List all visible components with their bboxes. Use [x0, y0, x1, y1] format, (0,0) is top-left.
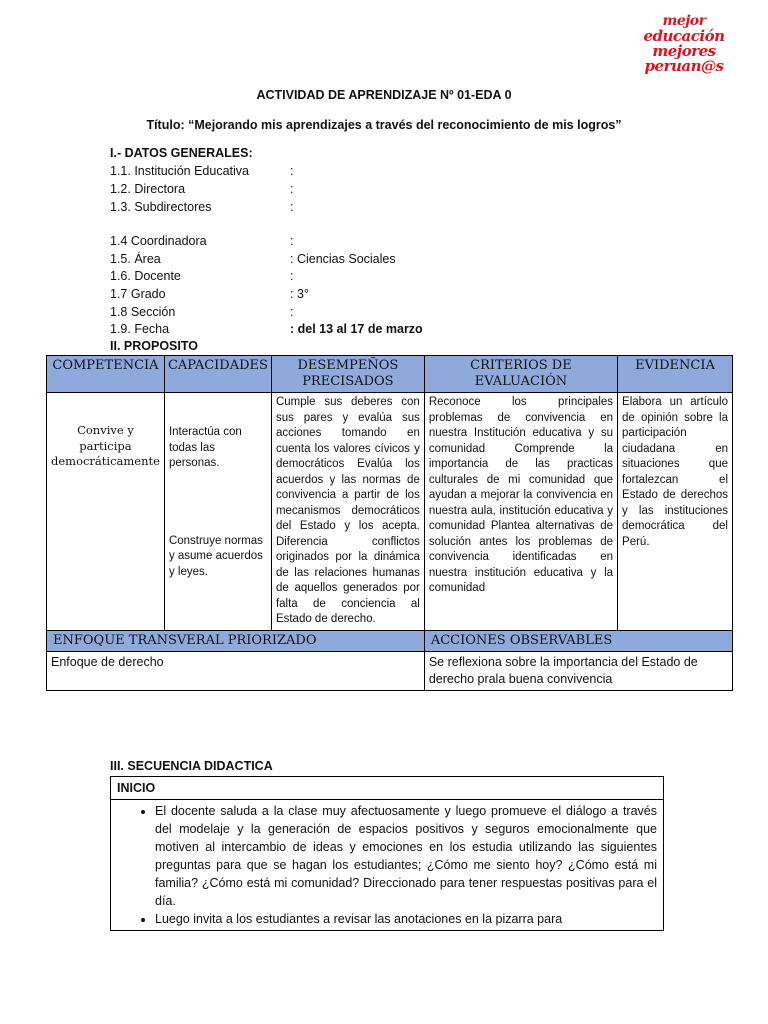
col-header-competencia: COMPETENCIA	[47, 356, 165, 393]
document-title: ACTIVIDAD DE APRENDIZAJE Nº 01-EDA 0	[256, 88, 512, 102]
sequence-table	[110, 776, 664, 931]
desempenos-cell: Cumple sus deberes con sus pares y evalúa sus acciones tomando en cuenta los valores cívicos y democráticos Evalúa los acuerdos y las normas de convivencia a partir de los mecanismos democráticos del Estado y los acepta. Diferencia conflictos originados por la dinámica de las relaciones humanas de aquellos generados por falta de conciencia al Estado de derecho.	[271, 393, 424, 631]
sequence-heading: III. SECUENCIA DIDACTICA	[110, 759, 273, 773]
inicio-content	[111, 800, 664, 931]
criterios-cell: Reconoce los principales problemas de convivencia en nuestra Institución educativa y su comunidad Comprende la importancia de las practicas culturales de mi comunidad que ayudan a mejorar la convivencia en nuestra aula, institución educativa y comunidad Plantea alternativas de solución antes los problemas de convivencia identificadas en nuestra institución educativa y la comunidad	[424, 393, 617, 631]
col-header-desempenos: DESEMPEÑOS PRECISADOS	[271, 356, 424, 393]
enfoque-header: ENFOQUE TRANSVERAL PRIORIZADO	[47, 630, 425, 651]
inicio-header: INICIO	[111, 777, 664, 800]
list-item: • El docente saluda a la clase muy afectuosamente y luego promueve el diálogo a través del modelaje y la generación de espacios positivos y seguros emocionalmente que motiven al intercambio de ideas y emociones en los estudia utilizando las siguientes preguntas para que se hagan los estudiantes; ¿Cómo me siento hoy? ¿Cómo está mi familia? ¿Cómo está mi comunidad? Direccionado para tener respuestas positivas para el día.	[155, 802, 657, 910]
acciones-header: ACCIONES OBSERVABLES	[424, 630, 732, 651]
capacidad-1: Interactúa con todas las personas.	[168, 426, 242, 469]
purpose-table	[46, 355, 733, 691]
list-item: • Luego invita a los estudiantes a revisar las anotaciones en la pizarra para	[155, 910, 657, 928]
capacidad-2: Construye normas y asume acuerdos y leyes.	[168, 534, 263, 578]
col-header-criterios: CRITERIOS DE EVALUACIÓN	[424, 356, 617, 393]
evidencia-cell: Elabora un artículo de opinión sobre la participación ciudadana en situaciones que fortalezcan el Estado de derechos y las instituciones democrática del Perú.	[618, 393, 733, 631]
mejor-educacion-logo: mejor educación mejores peruan@s	[643, 13, 725, 75]
enfoque-value: Enfoque de derecho	[47, 651, 425, 690]
document-subtitle: Título: “Mejorando mis aprendizajes a través del reconocimiento de mis logros”	[146, 118, 622, 132]
col-header-capacidades: CAPACIDADES	[164, 356, 271, 393]
capacidades-cell	[164, 393, 271, 631]
col-header-evidencia: EVIDENCIA	[618, 356, 733, 393]
competencia-cell: Convive y participa democráticamente	[47, 393, 165, 631]
general-data-heading: I.- DATOS GENERALES:	[110, 146, 253, 160]
acciones-value: Se reflexiona sobre la importancia del Estado de derecho prala buena convivencia	[424, 651, 732, 690]
purpose-heading: II. PROPOSITO	[110, 339, 198, 353]
